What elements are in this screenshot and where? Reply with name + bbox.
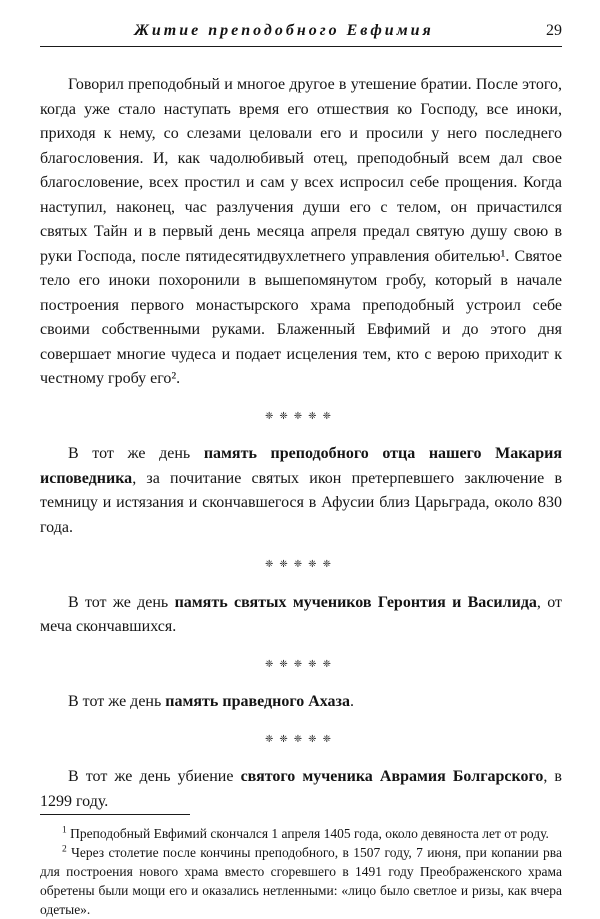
footnote-divider — [40, 814, 190, 815]
footnote-marker: 2 — [62, 844, 67, 855]
page-number: 29 — [546, 22, 562, 39]
ornament-separator: ❈❈❈❈❈ — [265, 658, 337, 670]
footnote: $^1$ Преподобный Евфимий скончался 1 апреля 1405 года, около девяноста лет от роду. — [62, 825, 549, 841]
paragraph — [40, 591, 562, 640]
paragraph-text: Говорил преподобный и многое другое в утешение братии. После этого, когда уже стало наступать время его отшествия ко Господу, все иноки, приходя к нему, со слезами целовали его и просили у него последнего благословения. И, как чадолюбивый отец, преподобный всем дал свое благословение, всех простил и сам у всех испросил себе прощения. Когда наступил, наконец, час разлучения души его с телом, он причастился святых Тайн и в первый день месяца апреля предал святую душу свою в руки Господа, после пятидесятидвухлетнего управления обителью¹. Святое тело его иноки похоронили в вышепомянутом гробу, который в начале построения первого монастырского храма преподобный устроил себе своими собственными руками. Блаженный Евфимий и до этого дня совершает многие чудеса и подает исцеления тем, кто с верою приходит к честному гробу его². — [40, 76, 562, 387]
footnote: $^2$ Через столетие после кончины преподобного, в 1507 году, 7 июня, при копании рва для построения нового храма вместо сгоревшего в 1491 году Преображенского храма обретены были мощи его и оказались нетленными: «лицо было светлое и ризы, как вчера одетые». — [40, 844, 562, 917]
paragraph-text-bold: память преподобного отца нашего Макария исповедника — [40, 445, 562, 487]
paragraph-text-bold: память праведного Ахаза — [165, 693, 350, 710]
paragraph-text: В тот же день — [68, 445, 204, 462]
ornament-separator: ❈❈❈❈❈ — [265, 733, 337, 745]
paragraph-text: В тот же день убиение — [68, 768, 241, 785]
paragraph-text: В тот же день — [68, 693, 166, 710]
footnote-marker: 1 — [62, 825, 67, 836]
paragraph-text: В тот же день — [68, 593, 175, 611]
running-head — [40, 22, 562, 47]
paragraph-text-bold: память святых мучеников Геронтия и Василида — [174, 593, 537, 611]
footnotes-block — [40, 814, 562, 919]
paragraph-text: . — [349, 693, 354, 710]
paragraph-text: , за почитание святых икон претерпевшего заключение в темницу и истязания и скончавшегося в Афусии близ Царьграда, около 830 года. — [40, 469, 562, 536]
body-text — [40, 73, 562, 814]
paragraph — [40, 73, 562, 392]
paragraph — [40, 442, 562, 540]
paragraph-text: , от меча скончавшихся. — [40, 593, 563, 635]
ornament-separator: ❈❈❈❈❈ — [265, 559, 337, 570]
ornament-separator: ❈❈❈❈❈ — [265, 410, 337, 422]
paragraph — [40, 765, 562, 814]
paragraph-text-bold: святого мученика Аврамия Болгарского — [240, 768, 544, 785]
paragraph-text: , в 1299 году. — [40, 768, 562, 810]
paragraph — [40, 690, 562, 715]
running-head-title: Житие преподобного Евфимия — [134, 22, 434, 39]
